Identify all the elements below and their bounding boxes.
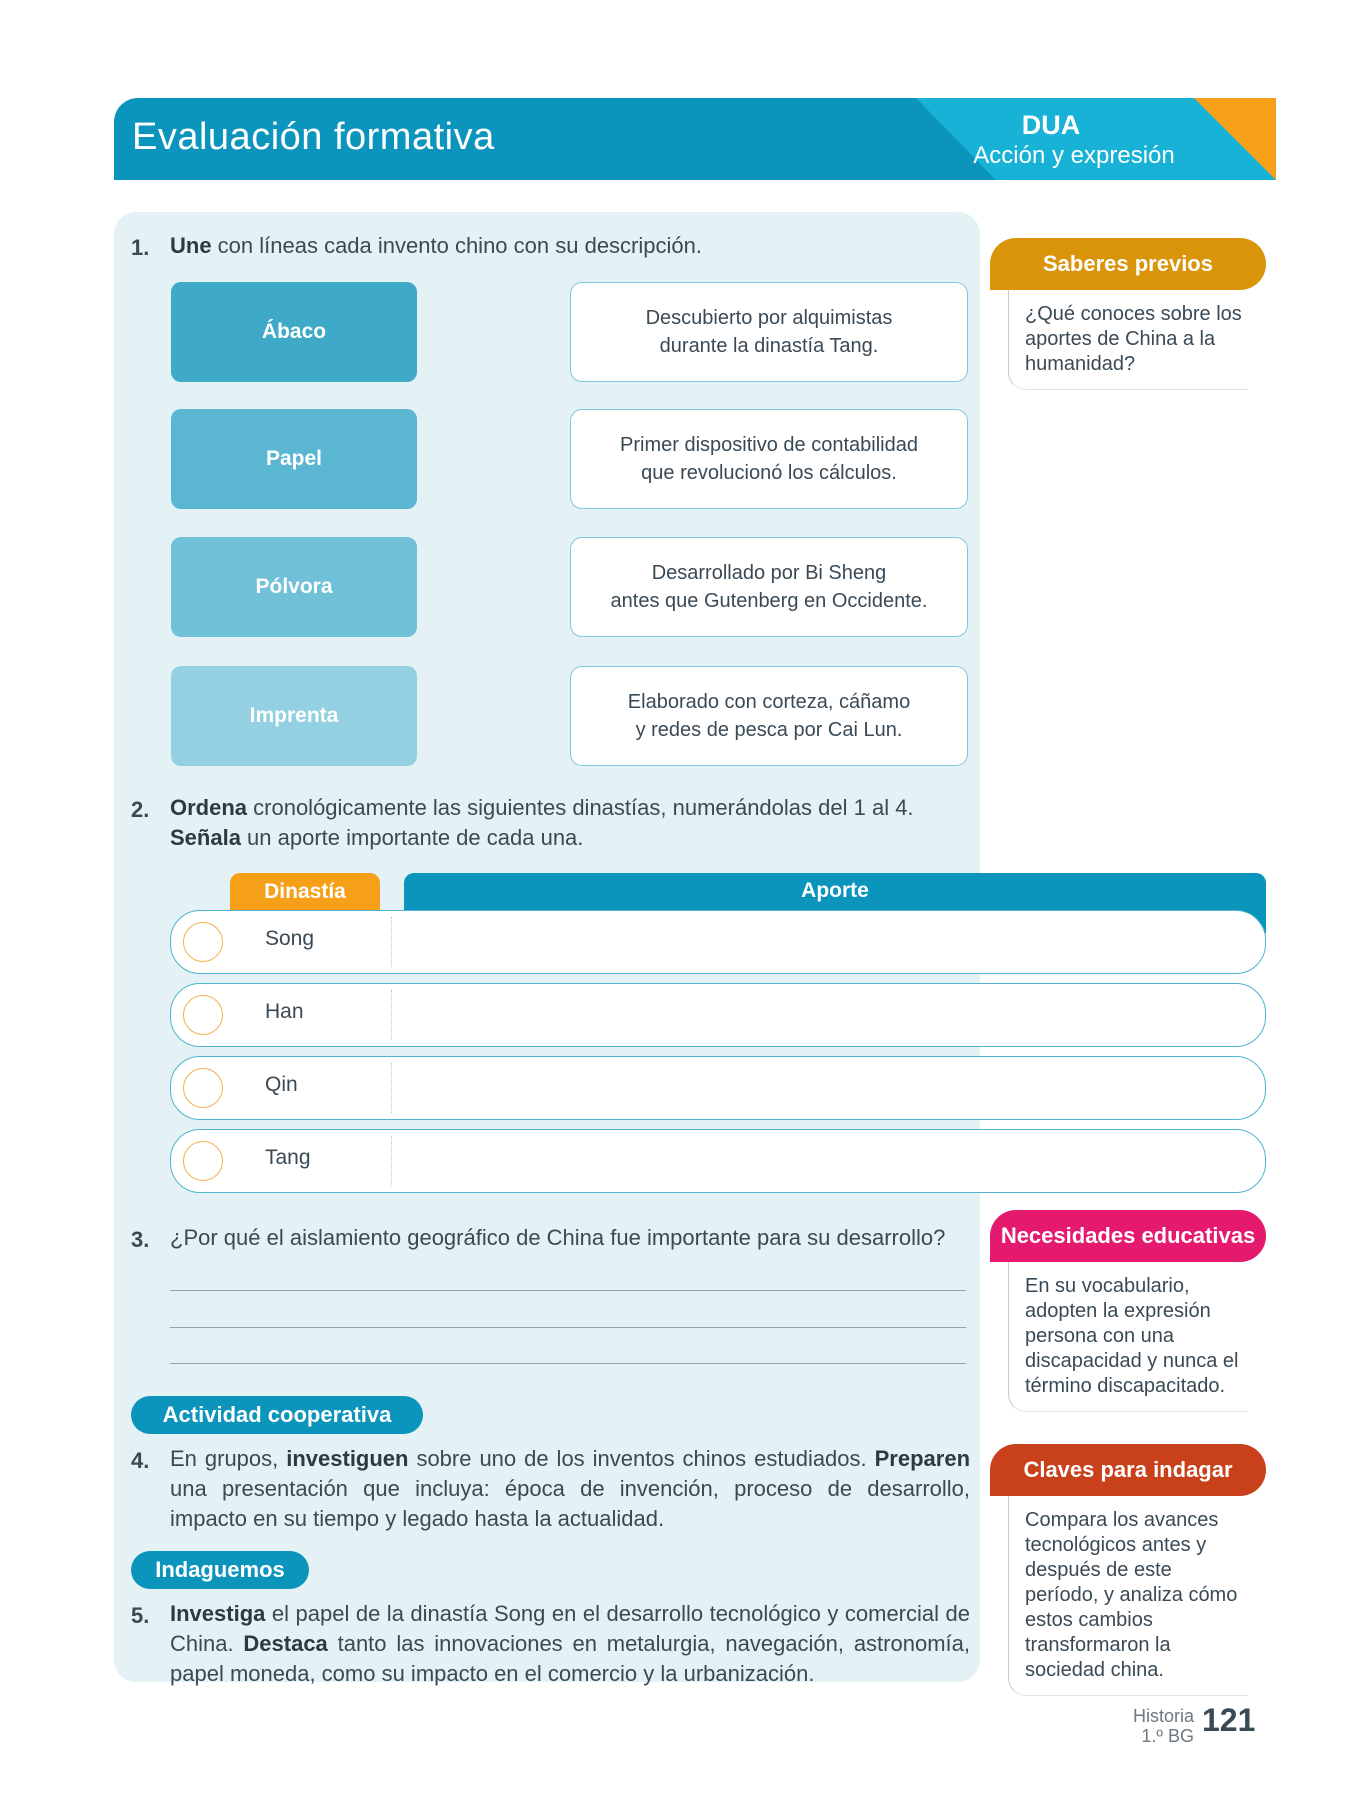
q5-text: tanto las innovaciones en metalurgia, navegación, astronomía, papel moneda, como su impacto en el comercio y la urbanización. <box>170 1631 970 1686</box>
description-card[interactable] <box>570 537 968 637</box>
inquiry-label: Indaguemos <box>131 1551 309 1589</box>
q1-verb: Une <box>170 233 212 258</box>
description-line: antes que Gutenberg en Occidente. <box>610 590 928 612</box>
q4-text: una presentación que incluya: época de invención, proceso de desarrollo, impacto en su tiempo y legado hasta la actualidad. <box>170 1476 970 1531</box>
dynasty-name: Qin <box>265 1073 298 1096</box>
answer-line[interactable] <box>170 1363 966 1364</box>
description-line: Primer dispositivo de contabilidad <box>620 434 918 456</box>
subject-name: Historia <box>1132 1706 1194 1726</box>
column-header-contribution-label: Aporte <box>801 879 869 902</box>
footer-subject <box>1100 1706 1194 1746</box>
column-header-dynasty: Dinastía <box>230 873 380 911</box>
page-title: Evaluación formativa <box>132 116 495 158</box>
description-line: Elaborado con corteza, cáñamo <box>627 691 911 713</box>
q2-verb: Señala <box>170 825 241 850</box>
invention-card[interactable]: Pólvora <box>171 537 417 637</box>
q4-text: sobre uno de los inventos chinos estudiados. <box>408 1446 875 1471</box>
dua-title: DUA <box>1021 110 1081 140</box>
dynasty-row <box>170 910 1266 974</box>
invention-card[interactable]: Imprenta <box>171 666 417 766</box>
row-divider <box>391 1063 392 1113</box>
claves-para-indagar-title: Claves para indagar <box>990 1444 1266 1496</box>
dua-subtitle: Acción y expresión <box>973 142 1175 169</box>
description-line: Descubierto por alquimistas <box>645 307 893 329</box>
q3-number: 3. <box>131 1227 150 1252</box>
q2-prompt <box>170 793 970 853</box>
q3-prompt: ¿Por qué el aislamiento geográfico de China fue importante para su desarrollo? <box>170 1225 946 1250</box>
description-line: y redes de pesca por Cai Lun. <box>635 719 903 741</box>
dynasty-name: Tang <box>265 1146 311 1169</box>
saberes-previos-title: Saberes previos <box>990 238 1266 290</box>
row-divider <box>391 990 392 1040</box>
q5-verb: Destaca <box>243 1631 328 1656</box>
description-card[interactable] <box>570 409 968 509</box>
dynasty-name: Song <box>265 927 315 950</box>
invention-card[interactable]: Ábaco <box>171 282 417 382</box>
description-card[interactable] <box>570 666 968 766</box>
order-number-circle[interactable] <box>183 995 223 1035</box>
q2-number: 2. <box>131 797 150 822</box>
description-line: Desarrollado por Bi Sheng <box>651 562 887 584</box>
q5-number: 5. <box>131 1603 150 1628</box>
grade-level: 1.º BG <box>1141 1726 1194 1746</box>
description-line: durante la dinastía Tang. <box>659 335 879 357</box>
q4-text: En grupos, <box>170 1446 287 1471</box>
order-number-circle[interactable] <box>183 1068 223 1108</box>
dynasty-row <box>170 983 1266 1047</box>
q5-text: el papel de la dinastía Song en el desarrollo tecnológico y comercial de China. <box>170 1601 970 1656</box>
answer-line[interactable] <box>170 1290 966 1291</box>
q4-verb: investiguen <box>286 1446 409 1471</box>
q2-text: cronológicamente las siguientes dinastías, numerándolas del 1 al 4. <box>247 795 914 820</box>
header-banner <box>114 98 1276 180</box>
q1-prompt <box>170 231 702 261</box>
saberes-previos-text: ¿Qué conoces sobre los aportes de China a la humanidad? <box>1008 290 1248 390</box>
dynasty-row <box>170 1056 1266 1120</box>
answer-line[interactable] <box>170 1327 966 1328</box>
order-number-circle[interactable] <box>183 922 223 962</box>
order-number-circle[interactable] <box>183 1141 223 1181</box>
q2-text: un aporte importante de cada una. <box>240 825 584 850</box>
q4-verb: Preparen <box>874 1446 971 1471</box>
description-card[interactable] <box>570 282 968 382</box>
q2-verb: Ordena <box>170 795 248 820</box>
necesidades-educativas-text: En su vocabulario, adopten la expresión persona con una discapacidad y nunca el término discapacitado. <box>1008 1262 1248 1412</box>
q1-number: 1. <box>131 235 150 260</box>
page-number: 121 <box>1202 1702 1256 1738</box>
dynasty-row <box>170 1129 1266 1193</box>
q5-verb: Investiga <box>170 1601 266 1626</box>
invention-card[interactable]: Papel <box>171 409 417 509</box>
row-divider <box>391 1136 392 1186</box>
claves-para-indagar-text: Compara los avances tecnológicos antes y después de este período, y analiza cómo estos cambios transformaron la sociedad china. <box>1008 1496 1248 1696</box>
q4-prompt <box>170 1444 970 1534</box>
dynasty-name: Han <box>265 1000 304 1023</box>
cooperative-activity-label: Actividad cooperativa <box>131 1396 423 1434</box>
row-divider <box>391 917 392 967</box>
q4-number: 4. <box>131 1448 150 1473</box>
q5-prompt <box>170 1599 970 1689</box>
description-line: que revolucionó los cálculos. <box>641 462 897 484</box>
q1-text: con líneas cada invento chino con su descripción. <box>211 233 702 258</box>
necesidades-educativas-title: Necesidades educativas <box>990 1210 1266 1262</box>
